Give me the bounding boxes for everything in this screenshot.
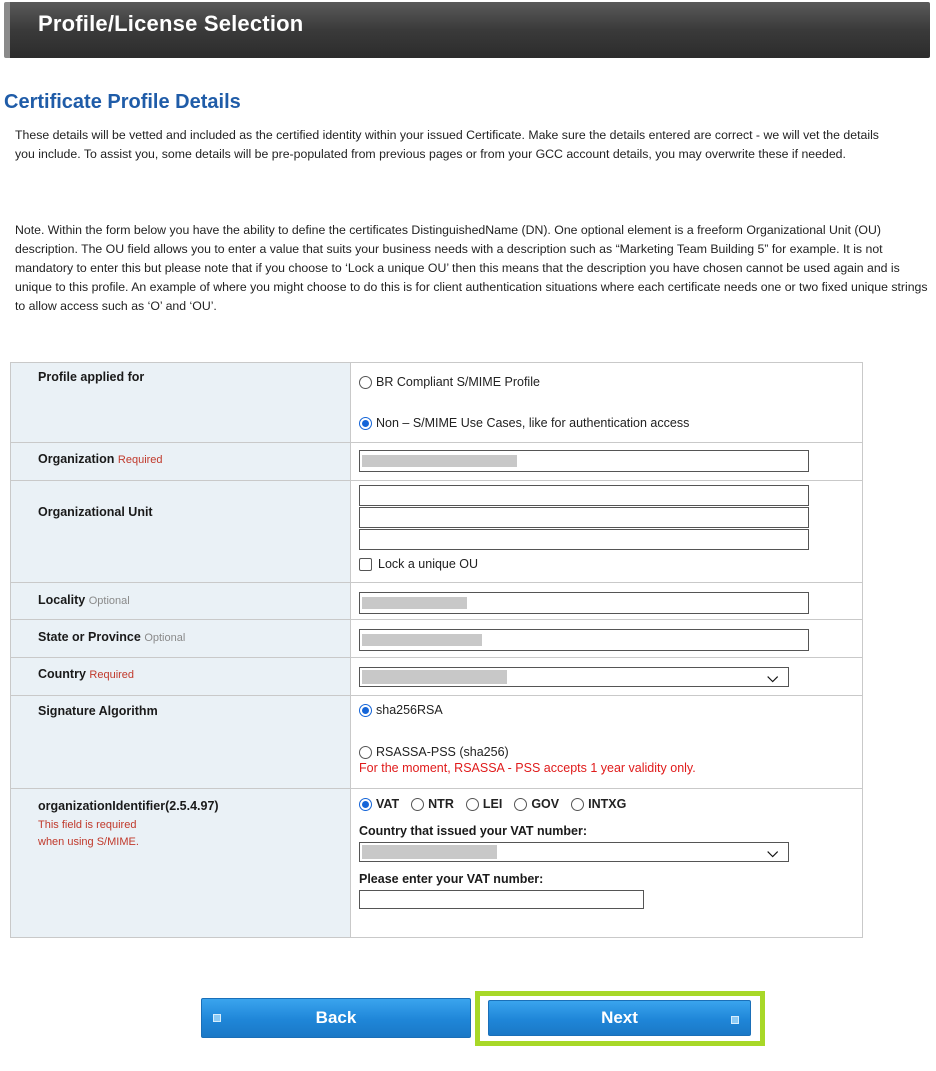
radio-br-icon[interactable] bbox=[359, 376, 372, 389]
radio-intxg-icon[interactable] bbox=[571, 798, 584, 811]
country-required-tag: Required bbox=[89, 669, 135, 681]
state-label: State or Province bbox=[38, 630, 141, 644]
radio-gov-icon[interactable] bbox=[514, 798, 527, 811]
locality-optional-tag: Optional bbox=[88, 595, 130, 607]
signature-option-rsassa-pss[interactable] bbox=[359, 745, 862, 759]
vat-country-select[interactable] bbox=[359, 842, 789, 862]
row-profile bbox=[11, 363, 863, 443]
chevron-down-icon: ⌵ bbox=[767, 669, 778, 685]
radio-non-smime-icon[interactable] bbox=[359, 417, 372, 430]
org-identifier-note-2: when using S/MIME. bbox=[38, 836, 139, 848]
organization-label: Organization bbox=[38, 452, 115, 466]
page-title: Profile/License Selection bbox=[38, 11, 304, 36]
state-input[interactable] bbox=[359, 629, 809, 651]
row-signature bbox=[11, 696, 863, 789]
profile-label: Profile applied for bbox=[11, 363, 351, 443]
note-text: Note. Within the form below you have the ability to define the certificates DistinguishedName (DN). One optional element is a freeform Organizational Unit (OU) description. The OU field allows you to enter a value that suits your business needs with a description such as “Marketing Team Building 5” for example. It is not mandatory to enter this but please note that if you choose to ‘Lock a unique OU’ then this means that the description you have chosen cannot be used again and is unique to this profile. An example of where you might choose to do this is for client authentication situations where each certificate needs one or two fixed unique strings to allow access such as ‘O’ and ‘OU’. bbox=[15, 223, 928, 313]
header-bar bbox=[4, 2, 930, 58]
bullet-icon bbox=[731, 1016, 739, 1024]
next-button-label: Next bbox=[601, 1008, 638, 1027]
ou-input-2[interactable] bbox=[359, 507, 809, 528]
org-identifier-label: organizationIdentifier(2.5.4.97) bbox=[38, 799, 219, 813]
vat-number-input[interactable] bbox=[359, 890, 644, 909]
country-select[interactable] bbox=[359, 667, 789, 687]
profile-option-non-smime-label: Non – S/MIME Use Cases, like for authentication access bbox=[376, 416, 690, 430]
vat-country-label: Country that issued your VAT number: bbox=[359, 824, 588, 838]
organization-required-tag: Required bbox=[117, 454, 163, 466]
radio-ntr-icon[interactable] bbox=[411, 798, 424, 811]
type-ntr-label: NTR bbox=[428, 797, 454, 811]
signature-option-sha256rsa-label: sha256RSA bbox=[376, 703, 443, 717]
bullet-icon bbox=[213, 1014, 221, 1022]
back-button-label: Back bbox=[315, 1008, 357, 1027]
signature-option-sha256rsa[interactable] bbox=[359, 703, 862, 717]
row-locality bbox=[11, 583, 863, 620]
lock-ou-label: Lock a unique OU bbox=[378, 557, 479, 571]
ou-input-3[interactable] bbox=[359, 529, 809, 550]
org-identifier-type-group bbox=[359, 797, 862, 811]
intro-text: These details will be vetted and included as the certified identity within your issued Certificate. Make sure the details entered are correct - we will vet the details you include. To assist you, some details will be pre-populated from previous pages or from your GCC account details, you may overwrite these if needed. bbox=[15, 128, 879, 161]
type-gov-label: GOV bbox=[531, 797, 560, 811]
row-country bbox=[11, 658, 863, 696]
ou-label: Organizational Unit bbox=[11, 481, 351, 583]
next-button[interactable] bbox=[488, 1000, 751, 1036]
profile-form bbox=[10, 362, 863, 938]
chevron-down-icon: ⌵ bbox=[767, 844, 778, 860]
type-lei-label: LEI bbox=[482, 797, 503, 811]
country-label: Country bbox=[38, 667, 86, 681]
lock-ou-option[interactable] bbox=[359, 557, 862, 571]
profile-option-non-smime[interactable] bbox=[359, 416, 862, 430]
signature-option-rsassa-pss-label: RSASSA-PSS (sha256) bbox=[376, 745, 509, 759]
section-title: Certificate Profile Details bbox=[4, 91, 241, 113]
row-state bbox=[11, 620, 863, 658]
row-organization bbox=[11, 443, 863, 481]
radio-rsassa-pss-icon[interactable] bbox=[359, 746, 372, 759]
row-org-identifier bbox=[11, 789, 863, 938]
signature-warning: For the moment, RSASSA - PSS accepts 1 year validity only. bbox=[359, 761, 696, 775]
ou-input-1[interactable] bbox=[359, 485, 809, 506]
org-identifier-note-1: This field is required bbox=[38, 819, 137, 831]
locality-label: Locality bbox=[38, 593, 86, 607]
signature-label: Signature Algorithm bbox=[11, 696, 351, 789]
row-ou bbox=[11, 481, 863, 583]
radio-lei-icon[interactable] bbox=[466, 798, 479, 811]
type-intxg-label: INTXG bbox=[588, 797, 627, 811]
state-optional-tag: Optional bbox=[144, 632, 186, 644]
type-vat-label: VAT bbox=[376, 797, 400, 811]
back-button[interactable] bbox=[201, 998, 471, 1038]
radio-vat-icon[interactable] bbox=[359, 798, 372, 811]
organization-input[interactable] bbox=[359, 450, 809, 472]
lock-ou-checkbox[interactable] bbox=[359, 558, 372, 571]
radio-sha256rsa-icon[interactable] bbox=[359, 704, 372, 717]
vat-number-label: Please enter your VAT number: bbox=[359, 872, 544, 886]
profile-option-br[interactable] bbox=[359, 375, 862, 389]
profile-option-br-label: BR Compliant S/MIME Profile bbox=[376, 375, 540, 389]
locality-input[interactable] bbox=[359, 592, 809, 614]
